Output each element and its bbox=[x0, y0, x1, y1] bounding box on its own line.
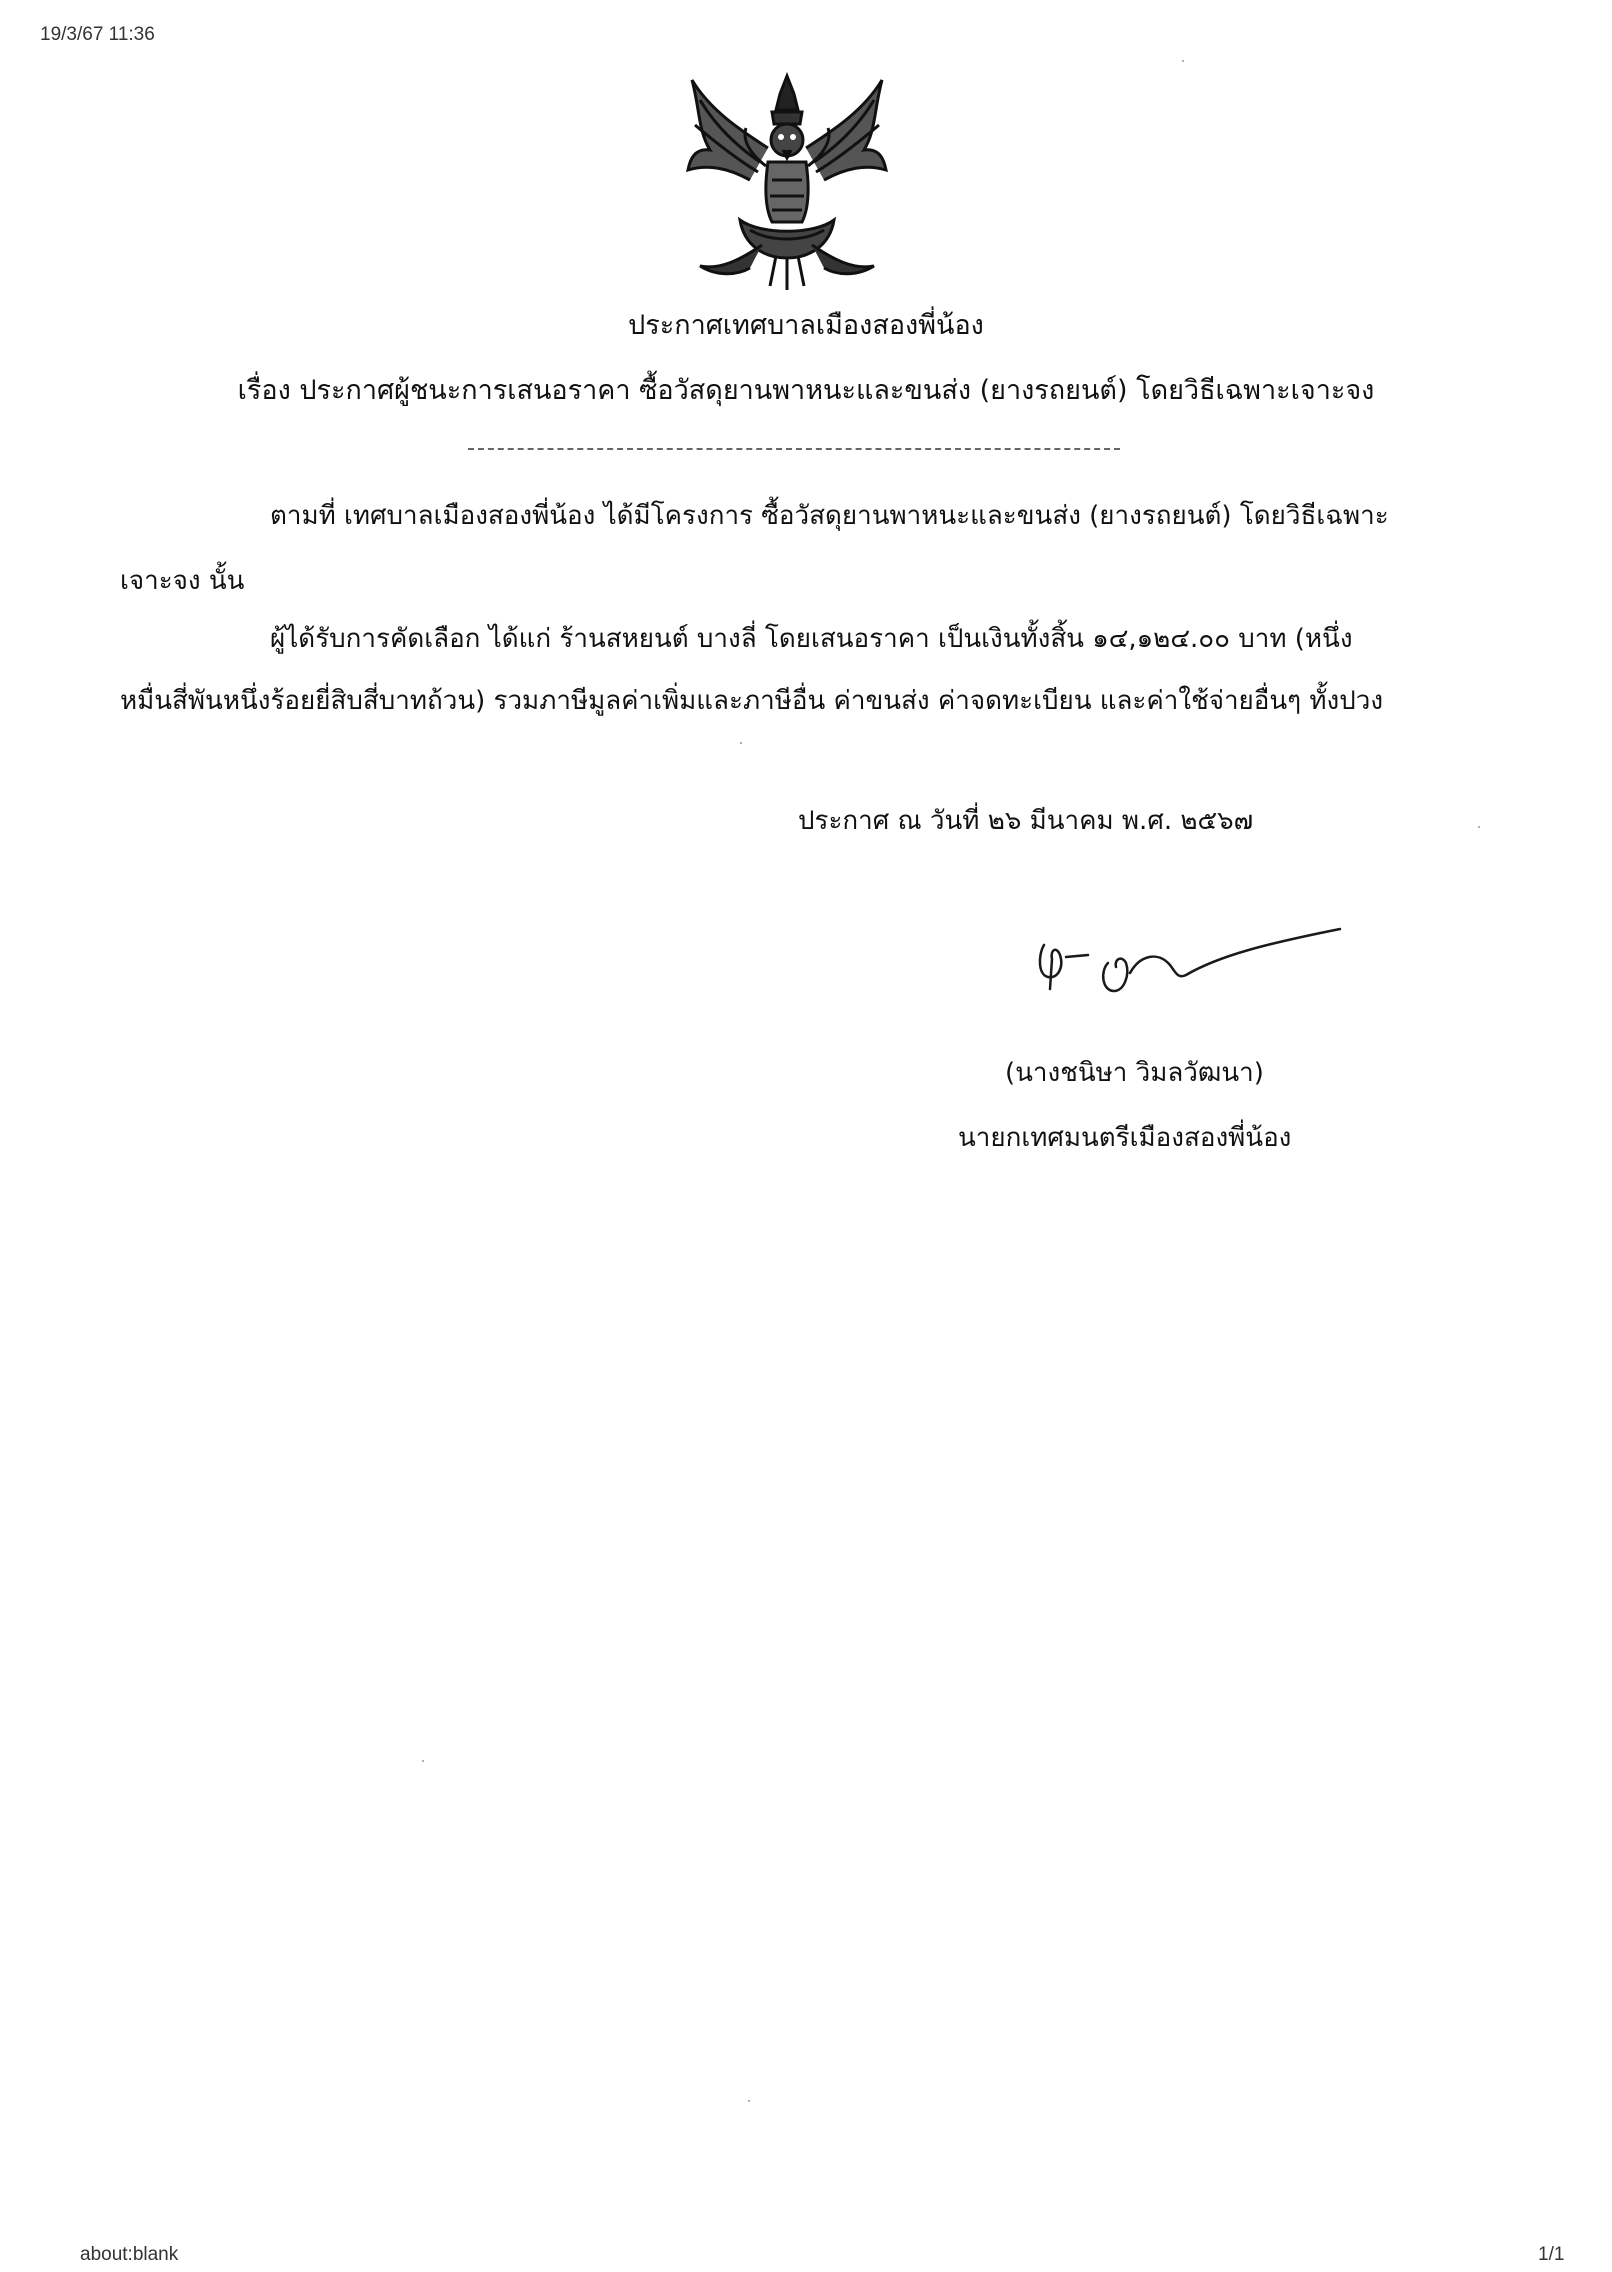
paragraph-2-line-1: ผู้ได้รับการคัดเลือก ได้แก่ ร้านสหยนต์ บางลี่ โดยเสนอราคา เป็นเงินทั้งสิ้น ๑๔,๑๒๔.๐๐ บาท (หนึ่ง bbox=[270, 624, 1353, 654]
signer-position: นายกเทศมนตรีเมืองสองพี่น้อง bbox=[958, 1123, 1292, 1153]
garuda-emblem-icon bbox=[680, 70, 895, 295]
paragraph-1-line-1: ตามที่ เทศบาลเมืองสองพี่น้อง ได้มีโครงการ ซื้อวัสดุยานพาหนะและขนส่ง (ยางรถยนต์) โดยวิธีเฉพาะ bbox=[270, 501, 1389, 531]
title-divider bbox=[468, 448, 1120, 450]
announcement-subject: เรื่อง ประกาศผู้ชนะการเสนอราคา ซื้อวัสดุยานพาหนะและขนส่ง (ยางรถยนต์) โดยวิธีเฉพาะเจาะจง bbox=[237, 375, 1375, 406]
scan-speck bbox=[1478, 826, 1480, 828]
scan-speck bbox=[748, 2100, 750, 2102]
print-page-count: 1/1 bbox=[1538, 2244, 1565, 2265]
paragraph-2-line-2: หมื่นสี่พันหนึ่งร้อยยี่สิบสี่บาทถ้วน) รวมภาษีมูลค่าเพิ่มและภาษีอื่น ค่าขนส่ง ค่าจดทะเบียน และค่าใช้จ่ายอื่นๆ ทั้งปวง bbox=[120, 686, 1384, 716]
print-timestamp: 19/3/67 11:36 bbox=[40, 24, 155, 45]
scan-speck bbox=[422, 1760, 424, 1762]
handwritten-signature-icon bbox=[1030, 915, 1350, 1005]
scan-speck bbox=[1182, 60, 1184, 62]
announcement-date: ประกาศ ณ วันที่ ๒๖ มีนาคม พ.ศ. ๒๕๖๗ bbox=[798, 806, 1254, 836]
scan-speck bbox=[740, 742, 742, 744]
announcement-title: ประกาศเทศบาลเมืองสองพี่น้อง bbox=[628, 310, 984, 341]
signer-name: (นางชนิษา วิมลวัฒนา) bbox=[1005, 1058, 1264, 1088]
paragraph-1-line-2: เจาะจง นั้น bbox=[120, 566, 245, 596]
print-url: about:blank bbox=[80, 2244, 179, 2265]
